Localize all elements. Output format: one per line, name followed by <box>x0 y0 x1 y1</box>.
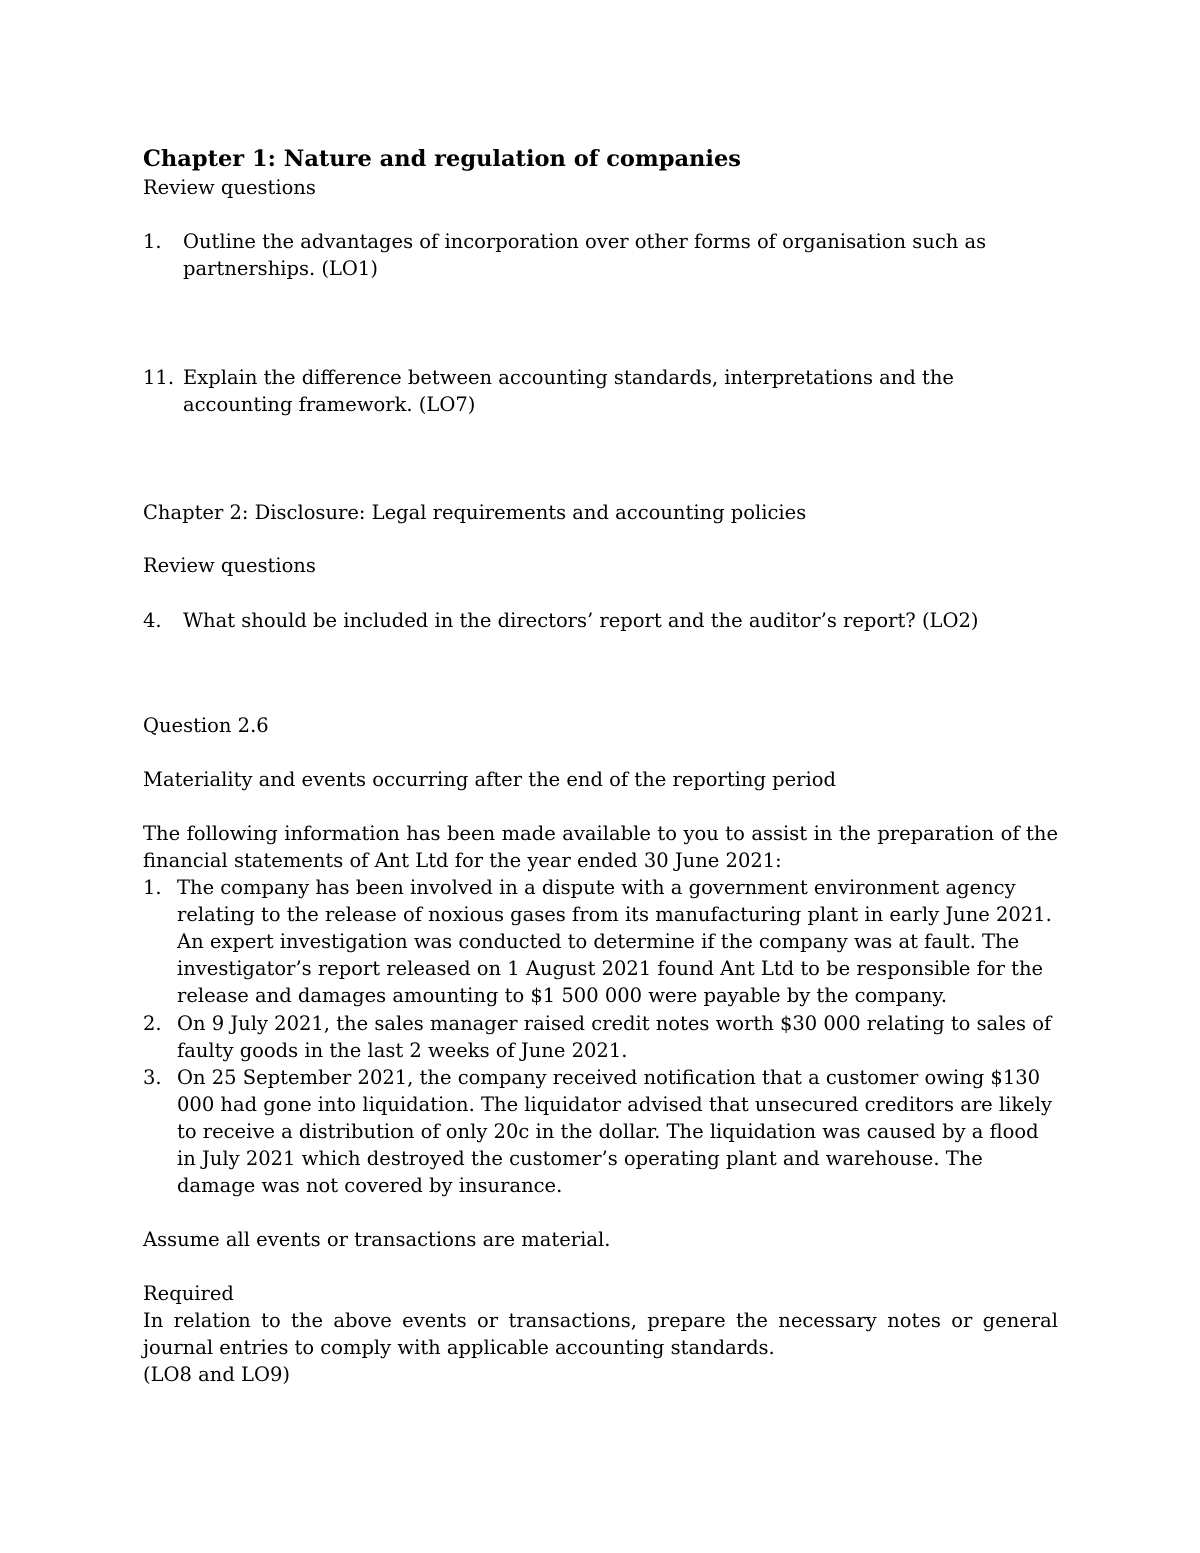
chapter-2-title: Chapter 2: Disclosure: Legal requirements and accounting policies <box>143 501 807 524</box>
chapter-2-subtitle: Review questions <box>143 554 316 577</box>
question-number: 11. <box>143 366 175 389</box>
question-text: Outline the advantages of incorporation over other forms of organisation such as partnerships. (LO1) <box>183 230 987 280</box>
question-2-6-heading: Question 2.6 <box>143 714 269 737</box>
chapter-1-title: Chapter 1: Nature and regulation of companies <box>143 146 741 172</box>
required-text: In relation to the above events or transactions, prepare the necessary notes or general journal entries to comply with applicable accounting standards. <box>143 1309 1058 1359</box>
item-text: The company has been involved in a dispute with a government environment agency relating to the release of noxious gases from its manufacturing plant in early June 2021. An expert investigation was conducted to determine if the company was at fault. The investigator’s report released on 1 August 2021 found Ant Ltd to be responsible for the release and damages amounting to $1 500 000 were payable by the company. <box>177 876 1052 1007</box>
required-label: Required <box>143 1282 234 1305</box>
question-text: What should be included in the directors’ report and the auditor’s report? (LO2) <box>183 609 979 632</box>
item-number: 1. <box>143 876 162 899</box>
question-2-6-assumption: Assume all events or transactions are material. <box>143 1228 611 1251</box>
question-number: 4. <box>143 609 162 632</box>
question-2-6-topic: Materiality and events occurring after the end of the reporting period <box>143 768 836 791</box>
question-number: 1. <box>143 230 162 253</box>
chapter-1-subtitle: Review questions <box>143 176 316 199</box>
item-number: 3. <box>143 1066 162 1089</box>
question-text: Explain the difference between accounting standards, interpretations and the accounting framework. (LO7) <box>183 366 954 416</box>
item-number: 2. <box>143 1012 162 1035</box>
learning-outcomes: (LO8 and LO9) <box>143 1363 290 1386</box>
item-text: On 9 July 2021, the sales manager raised credit notes worth $30 000 relating to sales of faulty goods in the last 2 weeks of June 2021. <box>177 1012 1052 1062</box>
question-2-6-intro: The following information has been made available to you to assist in the preparation of the financial statements of Ant Ltd for the year ended 30 June 2021: <box>143 822 1058 872</box>
item-text: On 25 September 2021, the company received notification that a customer owing $130 000 had gone into liquidation. The liquidator advised that unsecured creditors are likely to receive a distribution of only 20c in the dollar. The liquidation was caused by a flood in July 2021 which destroyed the customer’s operating plant and warehouse. The damage was not covered by insurance. <box>177 1066 1052 1197</box>
